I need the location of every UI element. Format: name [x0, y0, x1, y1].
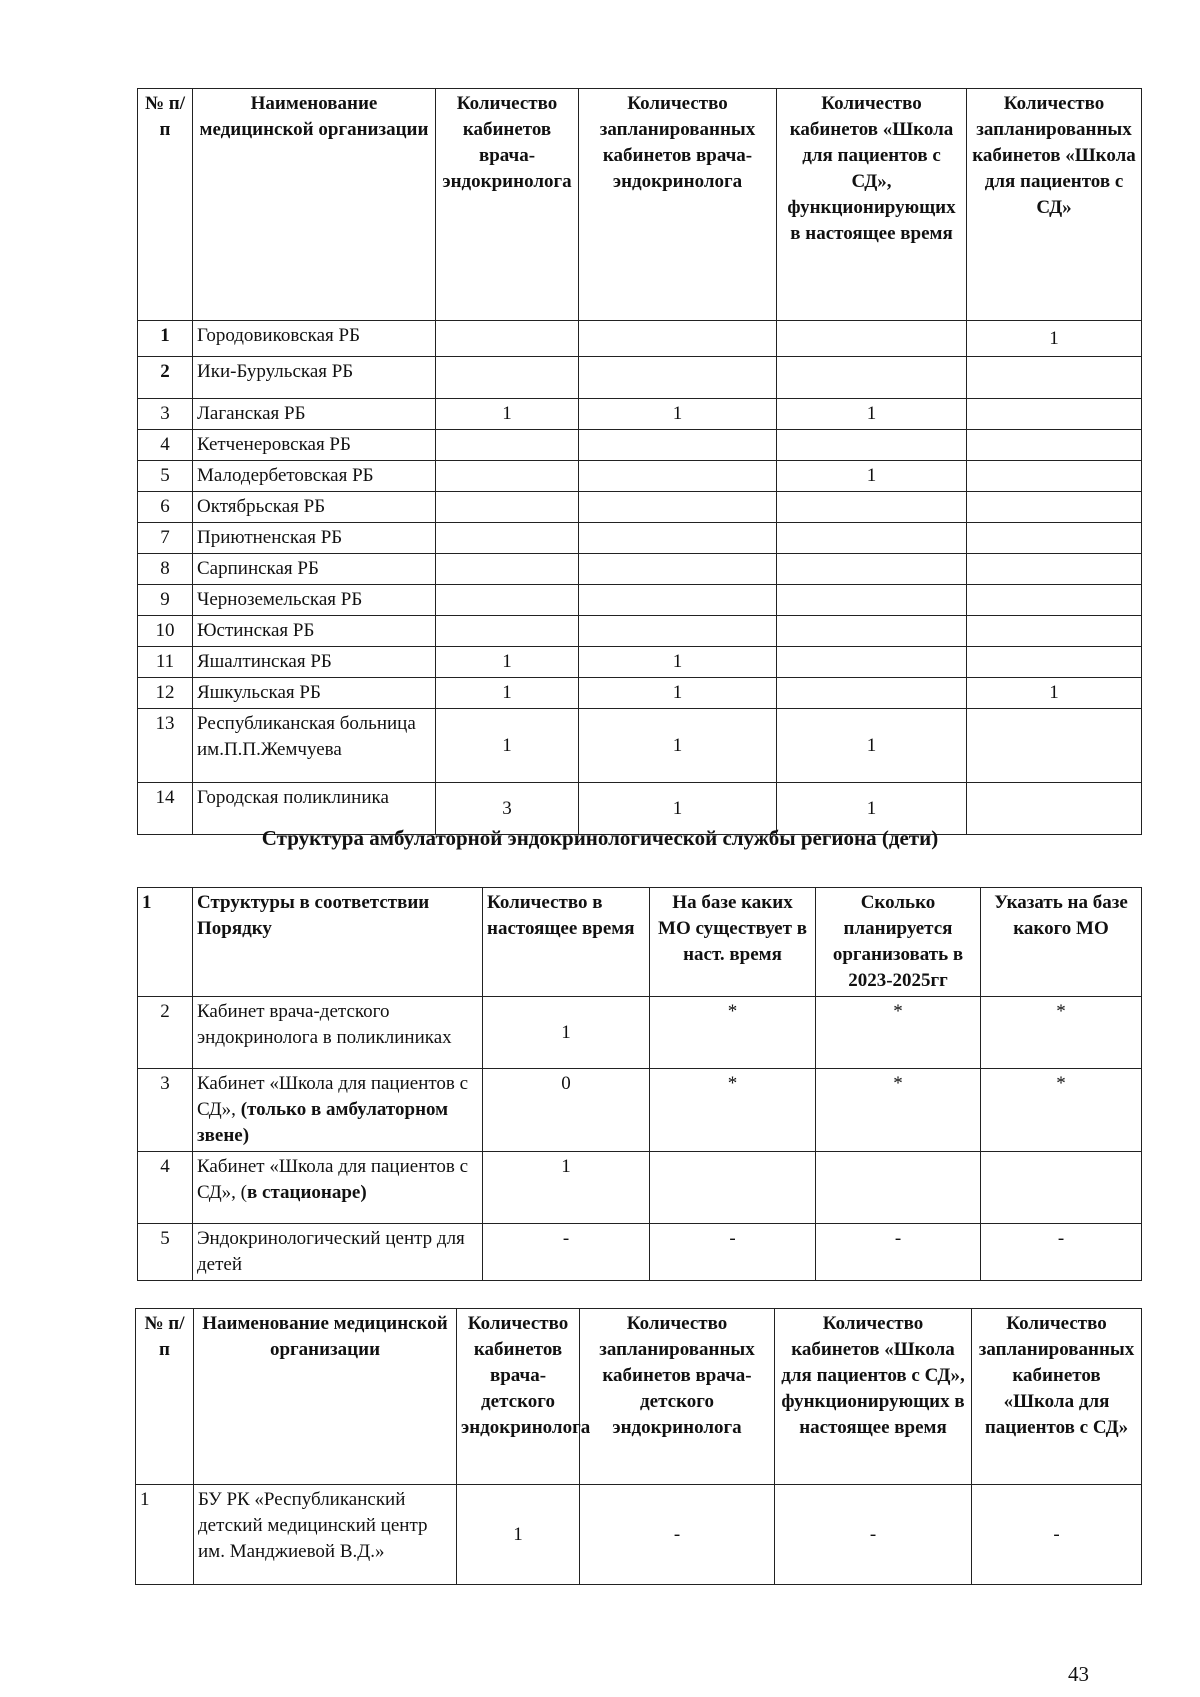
row-number: 9 — [138, 585, 193, 616]
organization-name: Черноземельская РБ — [193, 585, 436, 616]
header-cell: Количество кабинетов «Школа для пациентов с СД», функционирующих в настоящее время — [777, 89, 967, 321]
header-cell: Количество запланированных кабинетов «Школа для пациентов с СД» — [967, 89, 1142, 321]
count-cell: 1 — [579, 647, 777, 678]
table-row — [138, 357, 1142, 399]
organization-name: Ики-Бурульская РБ — [193, 357, 436, 399]
table-row — [138, 461, 1142, 492]
count-cell — [777, 678, 967, 709]
header-cell: № п/п — [138, 89, 193, 321]
table-row — [138, 1069, 1142, 1152]
count-cell — [967, 461, 1142, 492]
count-cell: 1 — [967, 678, 1142, 709]
value-cell: - — [981, 1224, 1142, 1281]
count-cell: - — [775, 1485, 972, 1585]
count-cell — [777, 585, 967, 616]
table-row — [138, 616, 1142, 647]
value-cell: 1 — [483, 997, 650, 1069]
header-cell: Указать на базе какого МО — [981, 888, 1142, 997]
header-cell: Количество кабинетов врача-детского эндокринолога — [457, 1309, 580, 1485]
count-cell — [436, 585, 579, 616]
row-number: 2 — [138, 357, 193, 399]
organization-name: БУ РК «Республиканский детский медицинский центр им. Манджиевой В.Д.» — [194, 1485, 457, 1585]
structure-name-text: Кабинет врача-детского эндокринолога в поликлиниках — [197, 1001, 452, 1048]
table-row — [138, 554, 1142, 585]
structure-name-text: Кабинет «Школа для пациентов с СД», ( — [197, 1156, 469, 1203]
count-cell — [436, 430, 579, 461]
count-cell — [777, 492, 967, 523]
table-row — [138, 321, 1142, 357]
table-row — [138, 1152, 1142, 1224]
header-cell: 1 — [138, 888, 193, 997]
count-cell: 1 — [967, 321, 1142, 357]
structure-name — [193, 1069, 483, 1152]
count-cell: 3 — [436, 783, 579, 835]
header-cell: Наименование медицинской организации — [193, 89, 436, 321]
count-cell — [436, 461, 579, 492]
count-cell: 1 — [579, 709, 777, 783]
count-cell — [579, 321, 777, 357]
structure-name-text: Кабинет «Школа для пациентов с СД», — [197, 1073, 469, 1120]
value-cell — [816, 1152, 981, 1224]
count-cell — [967, 523, 1142, 554]
organization-name: Городская поликлиника — [193, 783, 436, 835]
count-cell — [777, 321, 967, 357]
structure-name — [193, 1152, 483, 1224]
value-cell: * — [816, 1069, 981, 1152]
organization-name: Республиканская больница им.П.П.Жемчуева — [193, 709, 436, 783]
row-number: 7 — [138, 523, 193, 554]
count-cell — [579, 554, 777, 585]
organization-name: Городовиковская РБ — [193, 321, 436, 357]
row-number: 5 — [138, 1224, 193, 1281]
children-endocrinology-table — [135, 1308, 1142, 1585]
header-cell: Количество запланированных кабинетов врача-детского эндокринолога — [580, 1309, 775, 1485]
count-cell — [967, 357, 1142, 399]
count-cell: 1 — [457, 1485, 580, 1585]
organization-name: Сарпинская РБ — [193, 554, 436, 585]
count-cell — [579, 461, 777, 492]
organization-name: Яшкульская РБ — [193, 678, 436, 709]
count-cell — [436, 357, 579, 399]
organization-name: Малодербетовская РБ — [193, 461, 436, 492]
value-cell — [981, 1152, 1142, 1224]
row-number: 8 — [138, 554, 193, 585]
count-cell — [777, 523, 967, 554]
header-cell: Количество кабинетов врача-эндокринолога — [436, 89, 579, 321]
table-row — [136, 1485, 1142, 1585]
count-cell: 1 — [579, 678, 777, 709]
count-cell — [579, 523, 777, 554]
count-cell: 1 — [436, 647, 579, 678]
count-cell: 1 — [579, 783, 777, 835]
organization-name: Юстинская РБ — [193, 616, 436, 647]
count-cell — [967, 430, 1142, 461]
count-cell — [436, 321, 579, 357]
count-cell — [777, 430, 967, 461]
count-cell — [777, 647, 967, 678]
count-cell — [967, 554, 1142, 585]
count-cell — [967, 709, 1142, 783]
table-row — [138, 399, 1142, 430]
count-cell — [436, 492, 579, 523]
count-cell — [967, 492, 1142, 523]
count-cell: 1 — [777, 709, 967, 783]
organization-name: Яшалтинская РБ — [193, 647, 436, 678]
structure-name-note: в стационаре) — [247, 1182, 367, 1203]
organization-name: Приютненская РБ — [193, 523, 436, 554]
organization-name: Кетченеровская РБ — [193, 430, 436, 461]
row-number: 2 — [138, 997, 193, 1069]
count-cell — [777, 357, 967, 399]
header-cell: Наименование медицинской организации — [194, 1309, 457, 1485]
count-cell: 1 — [436, 399, 579, 430]
value-cell: - — [483, 1224, 650, 1281]
count-cell — [436, 523, 579, 554]
value-cell: * — [981, 1069, 1142, 1152]
count-cell — [777, 554, 967, 585]
row-number: 14 — [138, 783, 193, 835]
table-row — [138, 430, 1142, 461]
row-number: 3 — [138, 399, 193, 430]
table-row — [138, 678, 1142, 709]
structure-name-text: Эндокринологический центр для детей — [197, 1228, 465, 1275]
count-cell: 1 — [777, 461, 967, 492]
header-cell: Количество кабинетов «Школа для пациентов с СД», функционирующих в настоящее время — [775, 1309, 972, 1485]
count-cell: 1 — [777, 783, 967, 835]
count-cell — [967, 616, 1142, 647]
structure-name — [193, 997, 483, 1069]
table-row — [138, 997, 1142, 1069]
count-cell — [436, 616, 579, 647]
row-number: 10 — [138, 616, 193, 647]
count-cell — [579, 616, 777, 647]
table-row — [138, 492, 1142, 523]
header-cell: Количество запланированных кабинетов «Школа для пациентов с СД» — [972, 1309, 1142, 1485]
value-cell — [650, 1152, 816, 1224]
organization-name: Лаганская РБ — [193, 399, 436, 430]
organization-name: Октябрьская РБ — [193, 492, 436, 523]
adult-endocrinology-table — [137, 88, 1142, 835]
header-cell: Сколько планируется организовать в 2023-2025гг — [816, 888, 981, 997]
table-row — [138, 1224, 1142, 1281]
count-cell: - — [972, 1485, 1142, 1585]
header-cell: На базе каких МО существует в наст. время — [650, 888, 816, 997]
count-cell: 1 — [579, 399, 777, 430]
count-cell — [579, 357, 777, 399]
header-cell: Структуры в соответствии Порядку — [193, 888, 483, 997]
table-row — [138, 585, 1142, 616]
count-cell — [579, 492, 777, 523]
row-number: 1 — [138, 321, 193, 357]
value-cell: * — [816, 997, 981, 1069]
count-cell — [579, 430, 777, 461]
structure-name — [193, 1224, 483, 1281]
value-cell: - — [650, 1224, 816, 1281]
row-number: 13 — [138, 709, 193, 783]
count-cell — [967, 585, 1142, 616]
value-cell: 1 — [483, 1152, 650, 1224]
structure-name-note: (только в амбулаторном звене) — [197, 1099, 449, 1146]
count-cell: 1 — [436, 678, 579, 709]
table-row — [138, 523, 1142, 554]
table-row — [138, 647, 1142, 678]
header-cell: Количество запланированных кабинетов врача-эндокринолога — [579, 89, 777, 321]
count-cell — [967, 647, 1142, 678]
page-number: 43 — [1068, 1662, 1089, 1686]
value-cell: * — [650, 1069, 816, 1152]
table-row — [138, 709, 1142, 783]
count-cell — [579, 585, 777, 616]
count-cell — [777, 616, 967, 647]
count-cell — [436, 554, 579, 585]
count-cell: 1 — [436, 709, 579, 783]
children-structure-table — [137, 887, 1142, 1281]
count-cell — [967, 399, 1142, 430]
header-cell: № п/п — [136, 1309, 194, 1485]
row-number: 12 — [138, 678, 193, 709]
row-number: 11 — [138, 647, 193, 678]
value-cell: * — [650, 997, 816, 1069]
count-cell: - — [580, 1485, 775, 1585]
row-number: 4 — [138, 1152, 193, 1224]
count-cell: 1 — [777, 399, 967, 430]
row-number: 1 — [136, 1485, 194, 1585]
value-cell: - — [816, 1224, 981, 1281]
row-number: 4 — [138, 430, 193, 461]
row-number: 6 — [138, 492, 193, 523]
row-number: 5 — [138, 461, 193, 492]
row-number: 3 — [138, 1069, 193, 1152]
value-cell: * — [981, 997, 1142, 1069]
value-cell: 0 — [483, 1069, 650, 1152]
header-cell: Количество в настоящее время — [483, 888, 650, 997]
section-title: Структура амбулаторной эндокринологической службы региона (дети) — [261, 826, 939, 850]
